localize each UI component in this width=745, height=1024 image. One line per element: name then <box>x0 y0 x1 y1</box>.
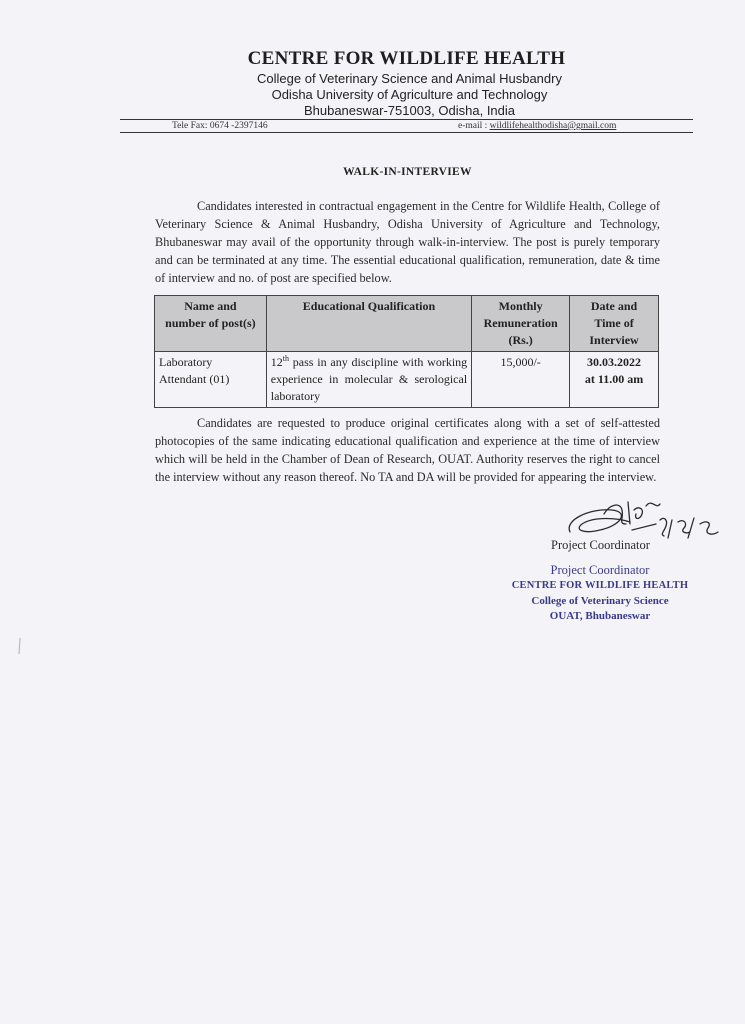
email-line <box>458 121 616 131</box>
header-remuneration <box>472 296 570 352</box>
header-post-line1: Name and <box>184 299 237 313</box>
stamp-location: OUAT, Bhubaneswar <box>549 610 651 622</box>
cell-post <box>155 352 267 408</box>
qual-superscript: th <box>282 354 289 363</box>
header-rem-line1: Monthly <box>498 299 543 313</box>
header-rem-line2: Remuneration <box>483 316 558 330</box>
address-line: Bhubaneswar-751003, Odisha, India <box>303 103 516 118</box>
instructions-paragraph: Candidates are requested to produce original certificates along with a set of self-attested photocopies of the same indicating educational qualification and experience at the time of interview which will be held in the Chamber of Dean of Research, OUAT. Authority reserves the right to cancel the interview without any reason thereof. No TA and DA will be provided for appearing the interview. <box>155 416 660 484</box>
cell-remuneration: 15,000/- <box>472 352 570 408</box>
header-rule-top <box>120 119 693 120</box>
stamp-org: CENTRE FOR WILDLIFE HEALTH <box>511 580 689 591</box>
post-line2: Attendant (01) <box>159 372 230 386</box>
scan-mark <box>18 638 22 654</box>
cell-date-time <box>570 352 659 408</box>
notice-heading: WALK-IN-INTERVIEW <box>343 166 472 178</box>
signatory-label: Project Coordinator <box>551 538 650 552</box>
header-date-line3: Interview <box>589 333 639 347</box>
email-label: e-mail : <box>458 121 490 131</box>
interview-time: at 11.00 am <box>584 372 644 386</box>
header-date-line1: Date and <box>590 299 638 313</box>
header-rule-bottom <box>120 132 693 133</box>
interview-date: 30.03.2022 <box>587 355 642 369</box>
table-row <box>155 352 659 408</box>
qual-text: pass in any discipline with working experience in molecular & serological laboratory <box>270 355 468 403</box>
email-link[interactable]: wildlifehealthodisha@gmail.com <box>489 121 617 131</box>
university-name: Odisha University of Agriculture and Technology <box>271 87 548 102</box>
college-name: College of Veterinary Science and Animal Husbandry <box>257 71 562 86</box>
header-rem-line3: (Rs.) <box>508 333 533 347</box>
header-date-time <box>570 296 659 352</box>
qual-number: 12 <box>270 355 283 369</box>
org-name: CENTRE FOR WILDLIFE HEALTH <box>247 48 566 69</box>
header-post <box>155 296 267 352</box>
vacancy-table <box>154 295 659 408</box>
stamp-college: College of Veterinary Science <box>531 595 669 607</box>
stamp-title: Project Coordinator <box>550 563 650 577</box>
header-date-line2: Time of <box>594 316 634 330</box>
intro-paragraph: Candidates interested in contractual engagement in the Centre for Wildlife Health, College of Veterinary Science & Animal Husbandry, Odisha University of Agriculture and Technology, Bhubaneswar may avail of the opportunity through walk-in-interview. The post is purely temporary and can be terminated at any time. The essential educational qualification, remuneration, date & time of interview and no. of post are specified below. <box>155 199 660 285</box>
cell-qualification <box>266 352 471 408</box>
header-post-line2: number of post(s) <box>165 316 256 330</box>
header-qualification: Educational Qualification <box>266 296 471 352</box>
table-header-row <box>155 296 659 352</box>
post-line1: Laboratory <box>159 355 213 369</box>
tele-fax: Tele Fax: 0674 -2397146 <box>172 121 268 131</box>
